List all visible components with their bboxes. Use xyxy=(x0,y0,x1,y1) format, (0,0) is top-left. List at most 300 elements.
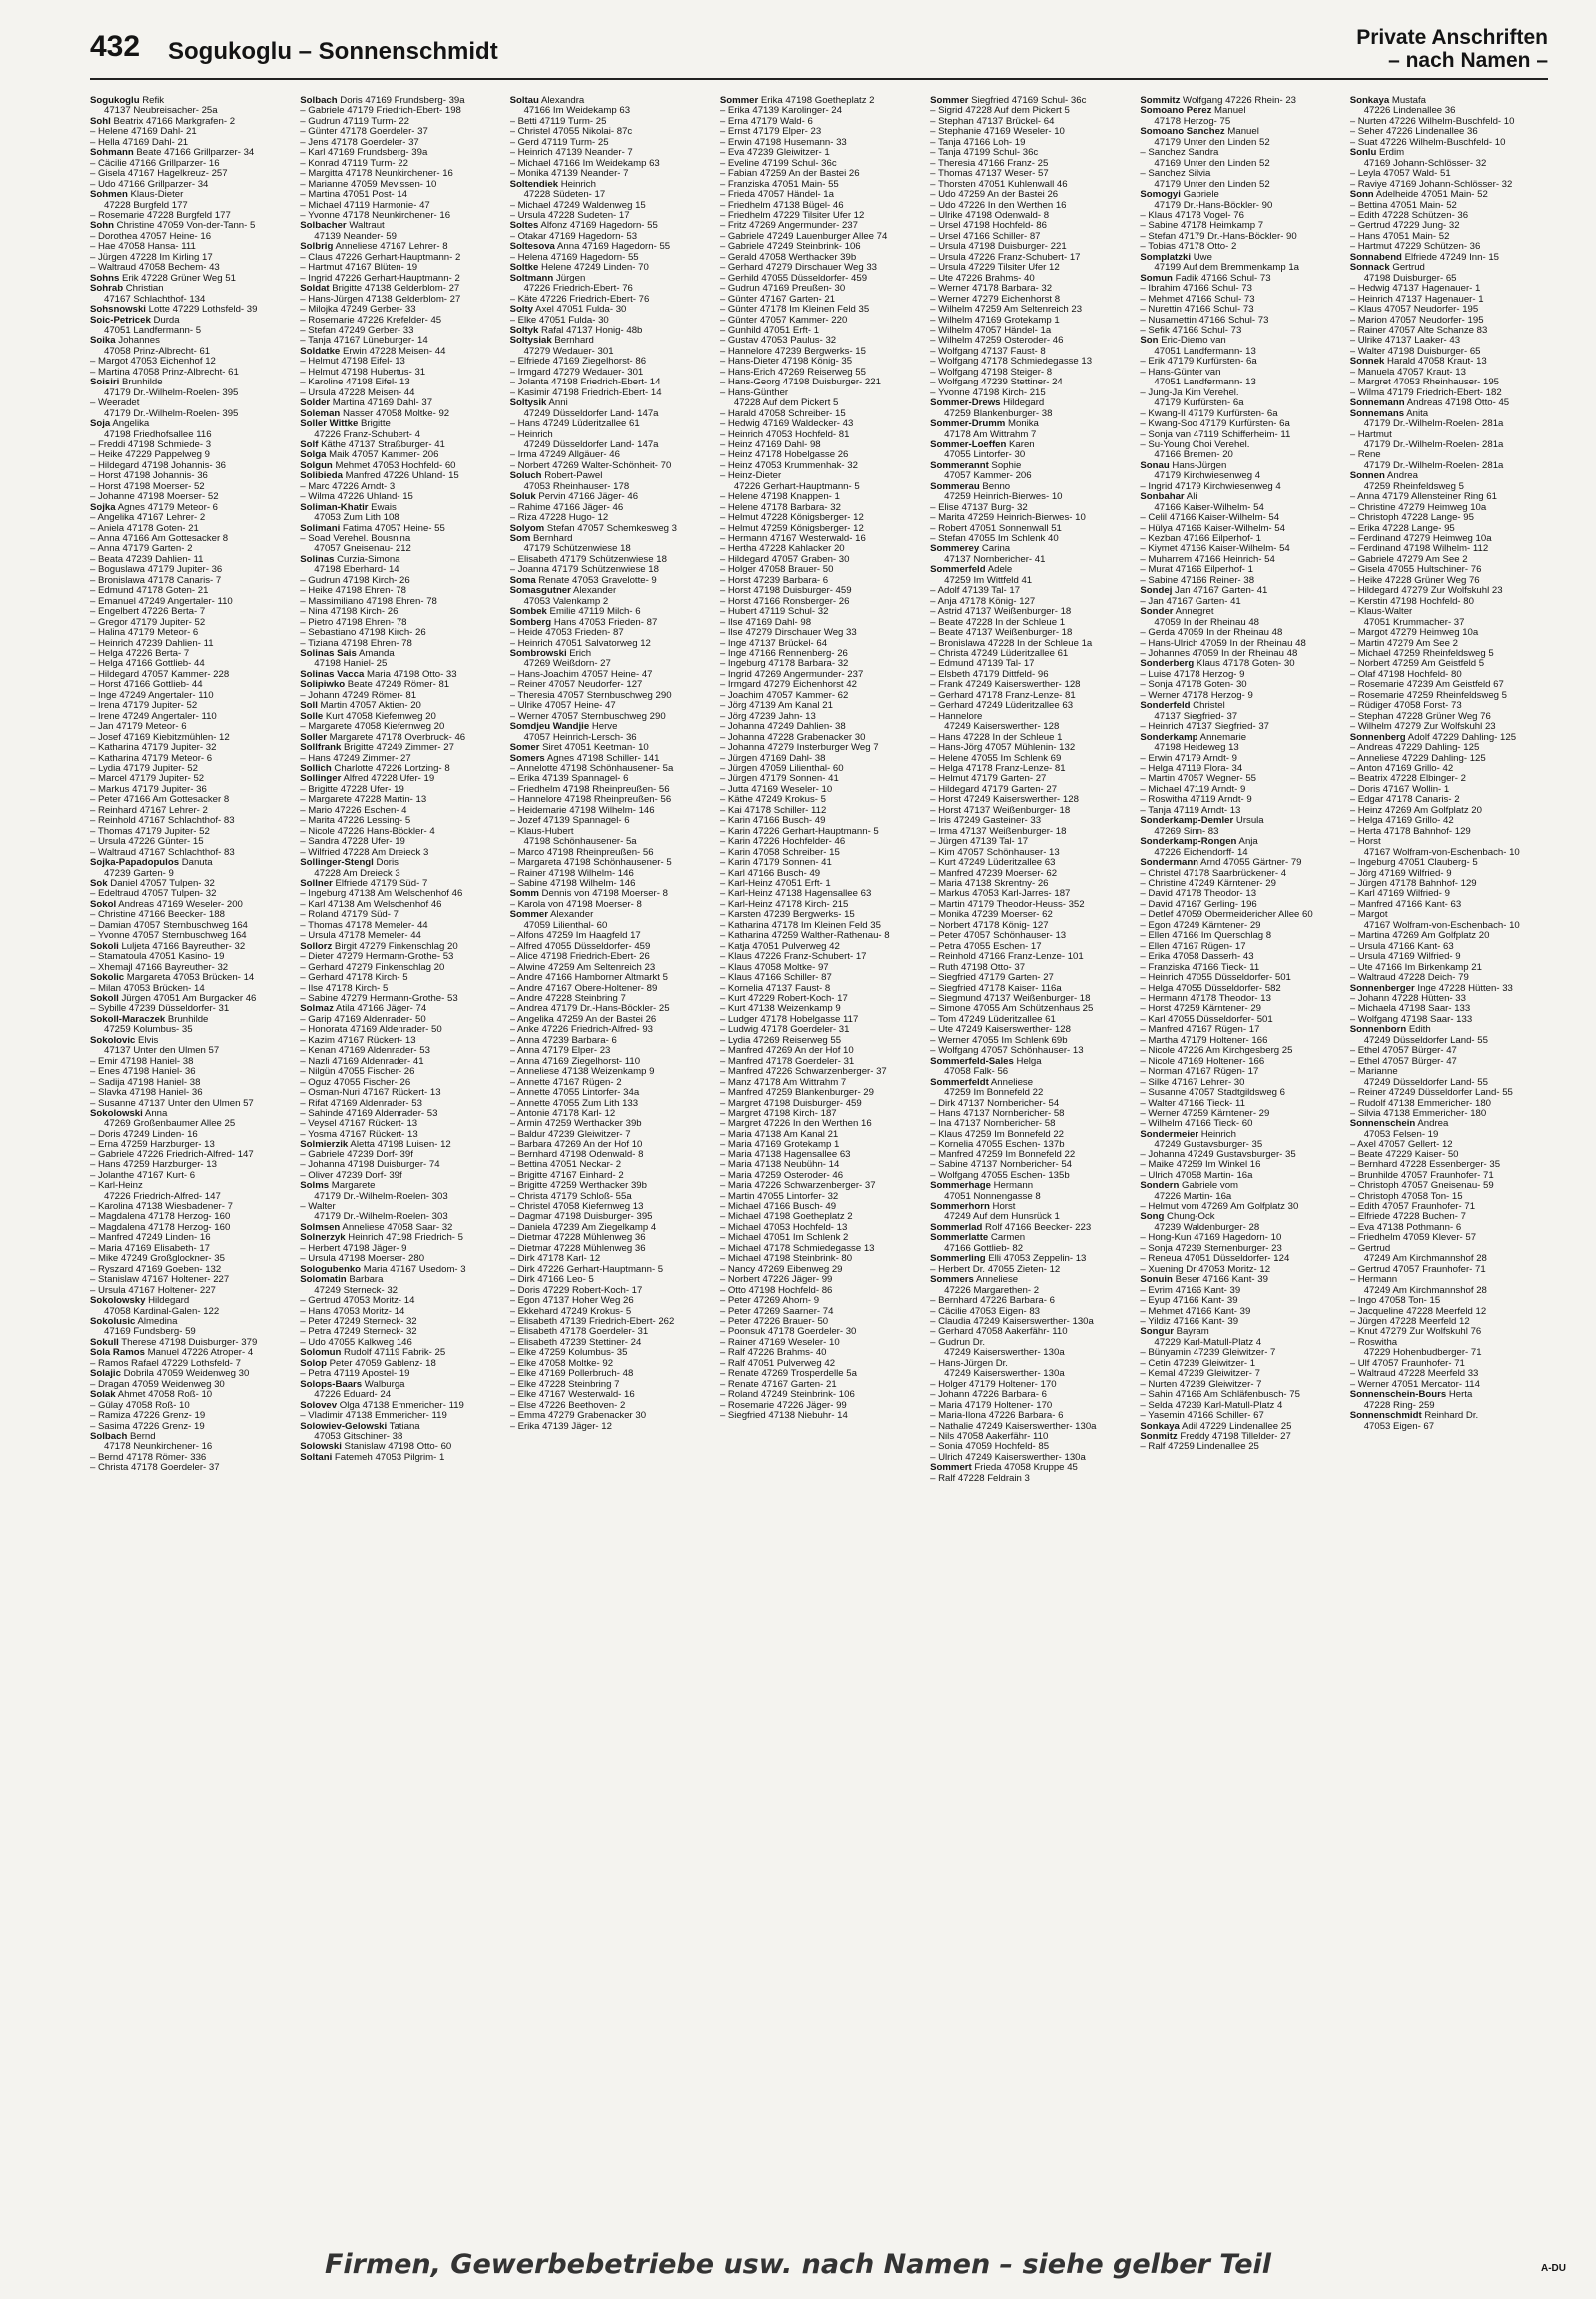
entry-text: Alexander xyxy=(547,909,594,921)
entry-surname: Sonbahar xyxy=(1140,491,1185,503)
entry-text: – Edmund 47139 Tal- 17 xyxy=(930,658,1035,670)
entry-text: 47179 Dr.-Wilhelm-Roelen- 281a xyxy=(1363,418,1504,430)
entry-text: – Alfons 47259 Im Haagfeld 17 xyxy=(509,930,641,942)
entry-text: – Mehmet 47166 Kant- 39 xyxy=(1140,1305,1251,1317)
entry-surname: Somers xyxy=(509,752,545,764)
entry-text: Erich xyxy=(566,648,592,660)
entry-text: 47179 Unter den Linden 52 xyxy=(1154,178,1270,190)
entry-text: 47226 Lindenallee 36 xyxy=(1363,105,1456,117)
entry-surname: Sommerlad xyxy=(930,1221,983,1233)
entry-surname: Soltes xyxy=(509,220,539,232)
entry-text: Robert-Pawel xyxy=(541,470,603,482)
entry-text: – Suat 47226 Wilhelm-Buschfeld- 10 xyxy=(1349,136,1506,148)
entry-text: – Riza 47228 Hugo- 12 xyxy=(509,512,609,524)
entry-text: – Jutta 47169 Weseler- 10 xyxy=(719,783,833,795)
entry-text: 47057 Gneisenau- 212 xyxy=(314,543,411,555)
entry-text: Danuta xyxy=(179,857,213,869)
entry-text: – Siegmund 47137 Weißenburger- 18 xyxy=(930,992,1091,1004)
entry-text: – Gustav 47053 Paulus- 32 xyxy=(719,335,837,347)
entry-text: – Osman-Nuri 47167 Rückert- 13 xyxy=(300,1087,441,1099)
entry-text: – Siegfried 47178 Kaiser- 116a xyxy=(930,982,1062,994)
entry-text: – Peter 47166 Am Gottesacker 8 xyxy=(90,794,230,806)
entry-surname: Soller xyxy=(300,731,327,743)
entry-text: – Astrid 47137 Weißenburger- 18 xyxy=(930,606,1072,618)
entry-surname: Soisiri xyxy=(90,377,120,388)
entry-text: – Anna 47239 Barbara- 6 xyxy=(509,1034,617,1046)
entry-text: Christel xyxy=(1190,700,1225,712)
entry-text: – Hans 47249 Lüderitzallee 61 xyxy=(509,418,640,430)
entry-text: – Poonsuk 47178 Goerdeler- 30 xyxy=(719,1326,857,1338)
entry-text: – Maria 47138 Am Kanal 21 xyxy=(719,1128,839,1140)
entry-text: 47169 Johann-Schlösser- 32 xyxy=(1363,157,1487,169)
entry-text: Horst xyxy=(989,1201,1016,1213)
entry-text: – Bettina 47051 Main- 52 xyxy=(1349,199,1457,211)
entry-text: – Stefan 47249 Gerber- 33 xyxy=(300,324,414,336)
entry-text: – David 47167 Gerling- 196 xyxy=(1140,898,1257,910)
entry-text: – Karin 47226 Hochfelder- 46 xyxy=(719,836,846,848)
entry-text: – Gerda 47059 In der Rheinau 48 xyxy=(1140,627,1283,639)
entry-text: Charlotte 47226 Lortzing- 8 xyxy=(331,763,450,774)
entry-text: – Emma 47279 Grabenacker 30 xyxy=(509,1410,647,1422)
entry-text: 47179 Dr.-Wilhelm-Roelen- 395 xyxy=(104,407,239,419)
entry-text: – Lydia 47179 Jupiter- 52 xyxy=(90,763,198,774)
entry-text: – Karl 47169 Wilfried- 9 xyxy=(1349,888,1450,900)
entry-text: Hermann xyxy=(990,1180,1034,1192)
entry-text: – Helmut vom 47269 Am Golfplatz 30 xyxy=(1140,1201,1299,1213)
entry-text: – Enes 47198 Haniel- 36 xyxy=(90,1066,196,1078)
entry-text: – Sahin 47166 Am Schläfenbusch- 75 xyxy=(1140,1389,1300,1401)
entry-surname: Sonnemans xyxy=(1349,407,1405,419)
entry-text: – Dragan 47059 Weidenweg 30 xyxy=(90,1378,225,1390)
entry-surname: Soluch xyxy=(509,470,542,482)
entry-text: – Horst 47198 Moerser- 52 xyxy=(90,480,205,492)
entry-text: – Rahime 47166 Jäger- 46 xyxy=(509,501,624,513)
entry-text: 47166 Bremen- 20 xyxy=(1154,449,1233,461)
entry-text: Hildegard xyxy=(145,1295,190,1307)
entry-surname: Sonuin xyxy=(1140,1274,1173,1286)
entry-text: – Wilma 47179 Friedrich-Ebert- 182 xyxy=(1349,386,1502,398)
entry-text: – Jürgen 47139 Tal- 17 xyxy=(930,836,1029,848)
entry-text: Erika 47198 Goetheplatz 2 xyxy=(758,96,875,106)
entry-text: – Ursula 47198 Moerser- 280 xyxy=(300,1253,425,1265)
entry-text: 47179 Dr.-Hans-Böckler- 90 xyxy=(1154,199,1273,211)
entry-text: – Erika 47139 Jäger- 12 xyxy=(509,1420,612,1432)
entry-text: Adil 47229 Lindenallee 25 xyxy=(1179,1420,1292,1432)
entry-text: Renate 47053 Gravelotte- 9 xyxy=(535,574,657,586)
entry-text: – Gerhard 47249 Lüderitzallee 63 xyxy=(930,700,1074,712)
entry-surname: Solmierzik xyxy=(300,1139,349,1150)
entry-text: – Ina 47137 Nornbericher- 58 xyxy=(930,1118,1056,1130)
entry-text: – Michael 47053 Hochfeld- 13 xyxy=(719,1221,848,1233)
entry-text: Daniel 47057 Tulpen- 32 xyxy=(107,877,215,889)
entry-text: 47259 Rheinfeldsweg 5 xyxy=(1363,480,1464,492)
entry-text: Brigitte 47138 Gelderblom- 27 xyxy=(329,283,460,295)
entry-text: – Anke 47226 Friedrich-Alfred- 93 xyxy=(509,1024,654,1036)
entry-text: Elli 47053 Zeppelin- 13 xyxy=(985,1253,1087,1265)
entry-text: – Rüdiger 47058 Forst- 73 xyxy=(1349,700,1462,712)
entry-surname: Soleman xyxy=(300,407,341,419)
entry-surname: Sokull xyxy=(90,1336,119,1348)
entry-text: Brigitte 47249 Zimmer- 27 xyxy=(341,742,454,754)
entry-surname: Sonlu xyxy=(1349,147,1377,159)
entry-text: – Margot xyxy=(1349,909,1388,921)
entry-text: – Jürgen 47228 Im Kirling 17 xyxy=(90,251,213,263)
entry-surname: Solibieda xyxy=(300,470,343,482)
entry-text: – Michael 47178 Schmiedegasse 13 xyxy=(719,1242,875,1254)
entry-text: 47169 Fundsberg- 59 xyxy=(104,1326,196,1338)
entry-text: – Nilgün 47055 Fischer- 26 xyxy=(300,1066,415,1078)
entry-text: – Bernhard 47226 Barbara- 6 xyxy=(930,1295,1055,1307)
entry-text: Anita xyxy=(1404,407,1429,419)
directory-columns xyxy=(90,96,1548,2213)
entry-text: – Karl 47169 Frundsberg- 39a xyxy=(300,147,428,159)
directory-entry xyxy=(1140,1442,1337,1452)
entry-text: – Sigrid 47228 Auf dem Pickert 5 xyxy=(930,105,1070,117)
entry-text: – Annette 47055 Lintorfer- 34a xyxy=(509,1087,640,1099)
entry-surname: Sogukoglu xyxy=(90,96,140,106)
entry-surname: Solowiev-Gelowski xyxy=(300,1420,388,1432)
entry-surname: Sonnek xyxy=(1349,356,1385,368)
entry-text: – Jan 47167 Garten- 41 xyxy=(1140,595,1241,607)
entry-text: 47198 Eberhard- 14 xyxy=(314,564,399,576)
entry-text: – Selda 47239 Karl-Matull-Platz 4 xyxy=(1140,1399,1283,1411)
entry-text: – Irma 47249 Allgäuer- 46 xyxy=(509,449,620,461)
entry-text: – Hedwig 47169 Waldecker- 43 xyxy=(719,418,854,430)
entry-text: – Markus 47053 Karl-Jarres- 187 xyxy=(930,888,1071,900)
entry-text: – Hartmut 47229 Schützen- 36 xyxy=(1349,241,1481,253)
entry-text: – Bernhard 47198 Odenwald- 8 xyxy=(509,1149,644,1160)
entry-text: – Horst 47198 Duisburger- 459 xyxy=(719,585,852,597)
entry-text: – Norbert 47269 Walter-Schönheit- 70 xyxy=(509,459,672,471)
entry-text: – Helene 47169 Dahl- 21 xyxy=(90,126,197,138)
entry-surname: Sollfrank xyxy=(300,742,342,754)
entry-text: – Peter 47269 Saarner- 74 xyxy=(719,1305,834,1317)
entry-text: – Horst 47137 Weißenburger- 18 xyxy=(930,804,1071,816)
entry-text: – Herta 47178 Bahnhof- 129 xyxy=(1349,825,1471,837)
entry-surname: Sonnenberg xyxy=(1349,731,1406,743)
entry-text: – Karl-Heinz 47178 Kirch- 215 xyxy=(719,898,849,910)
entry-text: 47179 Dr.-Wilhelm-Roelen- 395 xyxy=(104,386,239,398)
entry-text: – Sonja 47178 Goten- 30 xyxy=(1140,679,1247,691)
entry-text: – Martin 47279 Am See 2 xyxy=(1349,637,1458,649)
entry-text: – Michael 47198 Goetheplatz 2 xyxy=(719,1211,853,1223)
entry-text: – Karsten 47239 Bergwerks- 15 xyxy=(719,909,855,921)
entry-text: Amanda xyxy=(356,648,395,660)
entry-surname: Sonmitz xyxy=(1140,1431,1178,1442)
entry-text: – Klaus 47057 Neudorfer- 195 xyxy=(1349,304,1479,316)
entry-text: – Hartmut xyxy=(1349,428,1392,440)
entry-text: – Helene 47198 Knappen- 1 xyxy=(719,491,840,503)
entry-text: – Helene 47178 Barbara- 32 xyxy=(719,501,841,513)
entry-text: – Veysel 47167 Rückert- 13 xyxy=(300,1118,418,1130)
entry-surname: Somogyi xyxy=(1140,189,1181,201)
entry-text: – Stamatoula 47051 Kasino- 19 xyxy=(90,951,225,963)
entry-text: – Hans 47137 Nornbericher- 58 xyxy=(930,1107,1065,1119)
entry-text: 47259 Im Wittfeld 41 xyxy=(944,574,1033,586)
entry-text: – Betti 47119 Turm- 25 xyxy=(509,115,607,127)
entry-text: – Mario 47226 Eschen- 4 xyxy=(300,804,407,816)
entry-text: 47053 Rheinhauser- 178 xyxy=(523,480,630,492)
entry-surname: Soic-Petricek xyxy=(90,314,151,326)
entry-text: – Johanna 47279 Insterburger Weg 7 xyxy=(719,742,879,754)
entry-text: – Annette 47055 Zum Lith 133 xyxy=(509,1097,639,1109)
entry-text: 47178 Am Wittrahm 7 xyxy=(944,428,1037,440)
entry-text: – Hans-Georg 47198 Duisburger- 221 xyxy=(719,377,881,388)
entry-surname: Solmsen xyxy=(300,1221,341,1233)
entry-text: – Dietmar 47228 Mühlenweg 36 xyxy=(509,1232,646,1244)
entry-text: – Sebastiano 47198 Kirch- 26 xyxy=(300,627,426,639)
directory-entry xyxy=(930,1474,1128,1484)
entry-text: Andrea xyxy=(1415,1118,1449,1130)
entry-text: Martin 47057 Aktien- 20 xyxy=(317,700,421,712)
entry-text: – Evrim 47166 Kant- 39 xyxy=(1140,1284,1241,1296)
entry-text: Andreas 47169 Weseler- 200 xyxy=(116,898,243,910)
entry-text: – Reneua 47051 Düsseldorfer- 124 xyxy=(1140,1253,1290,1265)
entry-text: – Hannelore 47198 Rheinpreußen- 56 xyxy=(509,794,672,806)
entry-text: Reinhard Dr. xyxy=(1421,1410,1479,1422)
entry-text: – Herbert Dr. 47055 Zieten- 12 xyxy=(930,1263,1061,1275)
entry-surname: Sonnenborn xyxy=(1349,1024,1407,1036)
entry-text: 47137 Unter den Ulmen 57 xyxy=(104,1045,220,1057)
entry-text: – Sandra 47228 Ufer- 19 xyxy=(300,836,405,848)
entry-text: – Garip 47169 Aldenrader- 50 xyxy=(300,1013,426,1025)
entry-text: – Yosma 47167 Rückert- 13 xyxy=(300,1128,418,1140)
entry-text: 47269 Weißdorn- 27 xyxy=(523,658,611,670)
entry-text: – Manz 47178 Am Wittrahm 7 xyxy=(719,1076,847,1088)
entry-text: – Ernst 47179 Elper- 23 xyxy=(719,126,822,138)
entry-surname: Sohmen xyxy=(90,189,128,201)
entry-text: – Barbara 47269 An der Hof 10 xyxy=(509,1139,643,1150)
entry-text: Atila 47166 Jäger- 74 xyxy=(333,1003,427,1015)
entry-text: – Mehmet 47166 Schul- 73 xyxy=(1140,293,1255,305)
entry-text: – Sabine 47198 Wilhelm- 146 xyxy=(509,877,636,889)
entry-surname: Solak xyxy=(90,1389,116,1401)
entry-text: – Karin 47058 Schreiber- 15 xyxy=(719,846,840,858)
entry-text: – Heidemarie 47198 Wilhelm- 146 xyxy=(509,804,655,816)
entry-text: – Luise 47178 Herzog- 9 xyxy=(1140,668,1245,680)
entry-text: – Christine 47279 Heimweg 10a xyxy=(1349,501,1487,513)
entry-text: – Alwine 47259 Am Seltenreich 23 xyxy=(509,961,656,973)
entry-text: 47226 Gerhart-Hauptmann- 5 xyxy=(733,480,860,492)
entry-surname: Sokol xyxy=(90,898,117,910)
entry-text: 47249 Sterneck- 32 xyxy=(314,1284,399,1296)
entry-text: Wolfgang 47226 Rhein- 23 xyxy=(1180,96,1297,106)
directory-entry xyxy=(90,1463,288,1473)
entry-text: – Ingeburg 47138 Am Welschenhof 46 xyxy=(300,888,463,900)
entry-surname: Sonderfeld xyxy=(1140,700,1191,712)
entry-text: 47226 Eduard- 24 xyxy=(314,1389,392,1401)
entry-surname: Sonderkamp-Rongen xyxy=(1140,836,1237,848)
entry-text: – Manfred 47178 Goerdeler- 31 xyxy=(719,1055,855,1067)
section-title xyxy=(1356,26,1548,72)
entry-text: – Sonia 47059 Hochfeld- 85 xyxy=(930,1441,1050,1453)
entry-surname: Sollinger xyxy=(300,773,342,785)
entry-text: – Helga 47055 Düsseldorfer- 582 xyxy=(1140,982,1281,994)
entry-text: – Anneliese 47138 Weizenkamp 9 xyxy=(509,1066,655,1078)
entry-text: – Reinhold 47167 Schlachthof- 83 xyxy=(90,815,235,827)
entry-text: 47167 Schlachthof- 134 xyxy=(104,293,206,305)
entry-surname: Sommerfeld-Sales xyxy=(930,1055,1014,1067)
entry-text: – Helena 47169 Hagedorn- 55 xyxy=(509,251,639,263)
entry-text: – Stanislaw 47167 Holtener- 227 xyxy=(90,1274,230,1286)
entry-text: – Michael 47198 Steinbrink- 80 xyxy=(719,1253,853,1265)
entry-text: Stefan 47057 Schemkesweg 3 xyxy=(544,522,678,534)
entry-text: – Christa 47249 Lüderitzallee 61 xyxy=(930,648,1069,660)
entry-text: – Elke 47167 Westerwald- 16 xyxy=(509,1389,635,1401)
entry-surname: Sokolovic xyxy=(90,1034,136,1046)
entry-text: – Heike 47228 Grüner Weg 76 xyxy=(1349,574,1480,586)
entry-text: Gertrud xyxy=(1389,262,1425,274)
entry-text: – Manfred 47269 An der Hof 10 xyxy=(719,1045,854,1057)
entry-surname: Sonnenschmidt xyxy=(1349,1410,1422,1422)
entry-text: – Ulrich 47249 Kaiserswerther- 130a xyxy=(930,1451,1086,1463)
entry-surname: Sojka xyxy=(90,501,116,513)
entry-text: 47167 Wolfram-von-Eschenbach- 10 xyxy=(1363,919,1520,931)
entry-text: – Hildegard 47198 Johannis- 36 xyxy=(90,459,227,471)
entry-text: – Margret 47198 Duisburger- 459 xyxy=(719,1097,862,1109)
entry-text: – Theresia 47166 Franz- 25 xyxy=(930,157,1049,169)
entry-text: 47226 Friedrich-Ebert- 76 xyxy=(523,283,633,295)
entry-text: – Friedhelm 47229 Tilsiter Ufer 12 xyxy=(719,209,865,221)
entry-text: Brigitte xyxy=(358,418,391,430)
entry-text: – Elisabeth 47178 Goerdeler- 31 xyxy=(509,1326,649,1338)
entry-text: – Bernhard 47228 Essenberger- 35 xyxy=(1349,1159,1501,1171)
entry-text: Therese 47198 Duisburger- 379 xyxy=(118,1336,258,1348)
entry-surname: Somdjeu Wandjie xyxy=(509,721,590,733)
entry-text: – Martha 47179 Holtener- 166 xyxy=(1140,1034,1268,1046)
page-header xyxy=(90,26,1548,80)
entry-text: Adelheide 47051 Main- 52 xyxy=(1373,189,1488,201)
entry-text: Doris xyxy=(373,857,399,869)
entry-surname: Sonderberg xyxy=(1140,658,1195,670)
entry-text: – Michaela 47198 Saar- 133 xyxy=(1349,1003,1471,1015)
entry-text: – Karl-Heinz xyxy=(90,1180,143,1192)
entry-text: – Helmut 47259 Königsberger- 12 xyxy=(719,522,864,534)
entry-text: – Maria 47138 Hagensallee 63 xyxy=(719,1149,851,1160)
entry-text: – Robert 47051 Sonnenwall 51 xyxy=(930,522,1062,534)
entry-text: – Else 47226 Beethoven- 2 xyxy=(509,1399,626,1411)
entry-text: Manuel 47226 Atroper- 4 xyxy=(144,1347,254,1359)
entry-text: – Günter 47178 Im Kleinen Feld 35 xyxy=(719,304,870,316)
entry-text: – Hildegard 47279 Zur Wolfskuhl 23 xyxy=(1349,585,1503,597)
entry-text: Brunhilde xyxy=(119,377,163,388)
entry-text: – Yvonne 47178 Neunkirchener- 16 xyxy=(300,209,451,221)
entry-text: – Brigitte 47167 Einhard- 2 xyxy=(509,1169,624,1181)
entry-surname: Sokoli xyxy=(90,940,119,952)
entry-text: – Ludwig 47178 Goerdeler- 31 xyxy=(719,1024,850,1036)
entry-text: Jan 47167 Garten- 41 xyxy=(1172,585,1268,597)
entry-text: 47059 In der Rheinau 48 xyxy=(1154,616,1260,628)
entry-surname: Sommer xyxy=(930,96,969,106)
entry-text: Benno xyxy=(979,480,1011,492)
entry-text: Adele xyxy=(985,564,1013,576)
entry-text: – Ilse 47169 Dahl- 98 xyxy=(719,616,812,628)
entry-text: – Nils 47058 Aakerfähr- 110 xyxy=(930,1431,1049,1442)
entry-surname: Sonnenberger xyxy=(1349,982,1415,994)
entry-surname: Soltmann xyxy=(509,272,554,284)
entry-text: – Gabriele 47279 Am See 2 xyxy=(1349,553,1468,565)
entry-text: – Aniela 47178 Goten- 21 xyxy=(90,522,199,534)
entry-text: 47249 Düsseldorfer Land- 147a xyxy=(523,407,659,419)
entry-text: – Reinhold 47166 Franz-Lenze- 101 xyxy=(930,951,1084,963)
entry-text: – Anneliese 47229 Dahling- 125 xyxy=(1349,752,1486,764)
entry-text: – Cäcilie 47053 Eigen- 83 xyxy=(930,1305,1040,1317)
section-title-line-1: Private Anschriften xyxy=(1356,26,1548,49)
entry-text: – Otakar 47169 Hagedorn- 53 xyxy=(509,230,638,242)
entry-text: – Hannelore xyxy=(930,710,983,722)
entry-text: – Brunhilde 47057 Fraunhofer- 71 xyxy=(1349,1169,1494,1181)
entry-surname: Sologubenko xyxy=(300,1263,362,1275)
entry-text: – Peter 47057 Schönhauser- 13 xyxy=(930,930,1067,942)
directory-column xyxy=(90,96,288,2213)
entry-text: – Käthe 47249 Krokus- 5 xyxy=(719,794,826,806)
entry-text: – Martina 47058 Prinz-Albrecht- 61 xyxy=(90,366,239,378)
entry-text: Christian xyxy=(123,283,164,295)
entry-text: Refik xyxy=(139,96,165,106)
entry-text: – Seher 47226 Lindenallee 36 xyxy=(1349,126,1478,138)
entry-text: – Beate 47228 In der Schleue 1 xyxy=(930,616,1066,628)
entry-text: – Kwang-Soo 47179 Kurfürsten- 6a xyxy=(1140,418,1290,430)
entry-text: – Ekkehard 47249 Krokus- 5 xyxy=(509,1305,632,1317)
directory-entry xyxy=(1350,1422,1548,1432)
entry-text: – Hildegard 47057 Graben- 30 xyxy=(719,553,850,565)
entry-surname: Sola Ramos xyxy=(90,1347,145,1359)
entry-text: – Werner 47178 Herzog- 9 xyxy=(1140,689,1253,701)
entry-text: – Katharina 47178 Im Kleinen Feld 35 xyxy=(719,919,881,931)
entry-surname: Songur xyxy=(1140,1326,1174,1338)
entry-text: Siret 47051 Keetman- 10 xyxy=(539,742,649,754)
entry-text: Käthe 47137 Straßburger- 41 xyxy=(318,438,445,450)
entry-text: – Dirk 47178 Karl- 12 xyxy=(509,1253,601,1265)
entry-text: 47269 Großenbaumer Allee 25 xyxy=(104,1118,236,1130)
entry-text: – Hans-Jürgen Dr. xyxy=(930,1357,1008,1369)
entry-text: – Nurten 47239 Gleiwitzer- 7 xyxy=(1140,1378,1262,1390)
entry-text: – Susanne 47137 Unter den Ulmen 57 xyxy=(90,1097,254,1109)
entry-text: – Edith 47057 Fraunhofer- 71 xyxy=(1349,1201,1476,1213)
entry-text: – Ute 47226 Brahms- 40 xyxy=(930,272,1035,284)
entry-text: – Rainer 47057 Alte Schanze 83 xyxy=(1349,324,1488,336)
entry-surname: Sommert xyxy=(930,1462,972,1474)
entry-text: Beate 47249 Römer- 81 xyxy=(345,679,450,691)
entry-text: – Jan 47179 Meteor- 6 xyxy=(90,721,187,733)
entry-surname: Soller Wittke xyxy=(300,418,359,430)
entry-text: – Werner 47055 Im Schlenk 69b xyxy=(930,1034,1068,1046)
entry-text: 47053 Valenkamp 2 xyxy=(523,595,609,607)
entry-text: – Kemal 47239 Gleiwitzer- 7 xyxy=(1140,1368,1260,1380)
entry-text: – Slavka 47198 Haniel- 36 xyxy=(90,1087,203,1099)
entry-surname: Solyom xyxy=(509,522,545,534)
entry-text: – Erwin 47179 Arndt- 9 xyxy=(1140,752,1238,764)
entry-text: Herta xyxy=(1446,1389,1473,1401)
entry-text: – Klaus-Hubert xyxy=(509,825,574,837)
entry-text: – Mike 47249 Großglockner- 35 xyxy=(90,1253,225,1265)
entry-text: – Norbert 47259 Am Geistfeld 5 xyxy=(1349,658,1485,670)
entry-text: – Michael 47259 Rheinfeldsweg 5 xyxy=(1349,648,1494,660)
entry-text: 47178 Neunkirchener- 16 xyxy=(104,1441,213,1453)
entry-text: – Kurt 47138 Weizenkamp 9 xyxy=(719,1003,841,1015)
entry-text: – Brigitte 47259 Werthacker 39b xyxy=(509,1180,647,1192)
entry-text: – Wilhelm 47259 Am Seltenreich 23 xyxy=(930,304,1083,316)
entry-text: Johannes xyxy=(115,335,160,347)
entry-text: Carmen xyxy=(988,1232,1026,1244)
entry-text: – Monika 47139 Neander- 7 xyxy=(509,168,629,180)
entry-text: – Yvonne 47198 Kirch- 215 xyxy=(930,386,1046,398)
entry-text: – Werner 47178 Barbara- 32 xyxy=(930,283,1053,295)
entry-text: – Elisabeth 47179 Schützenwiese 18 xyxy=(509,553,667,565)
entry-text: – Annelotte 47198 Schönhausener- 5a xyxy=(509,763,674,774)
entry-text: – Ellen 47167 Rügen- 17 xyxy=(1140,940,1246,952)
entry-text: – Tobias 47178 Otto- 2 xyxy=(1140,241,1237,253)
